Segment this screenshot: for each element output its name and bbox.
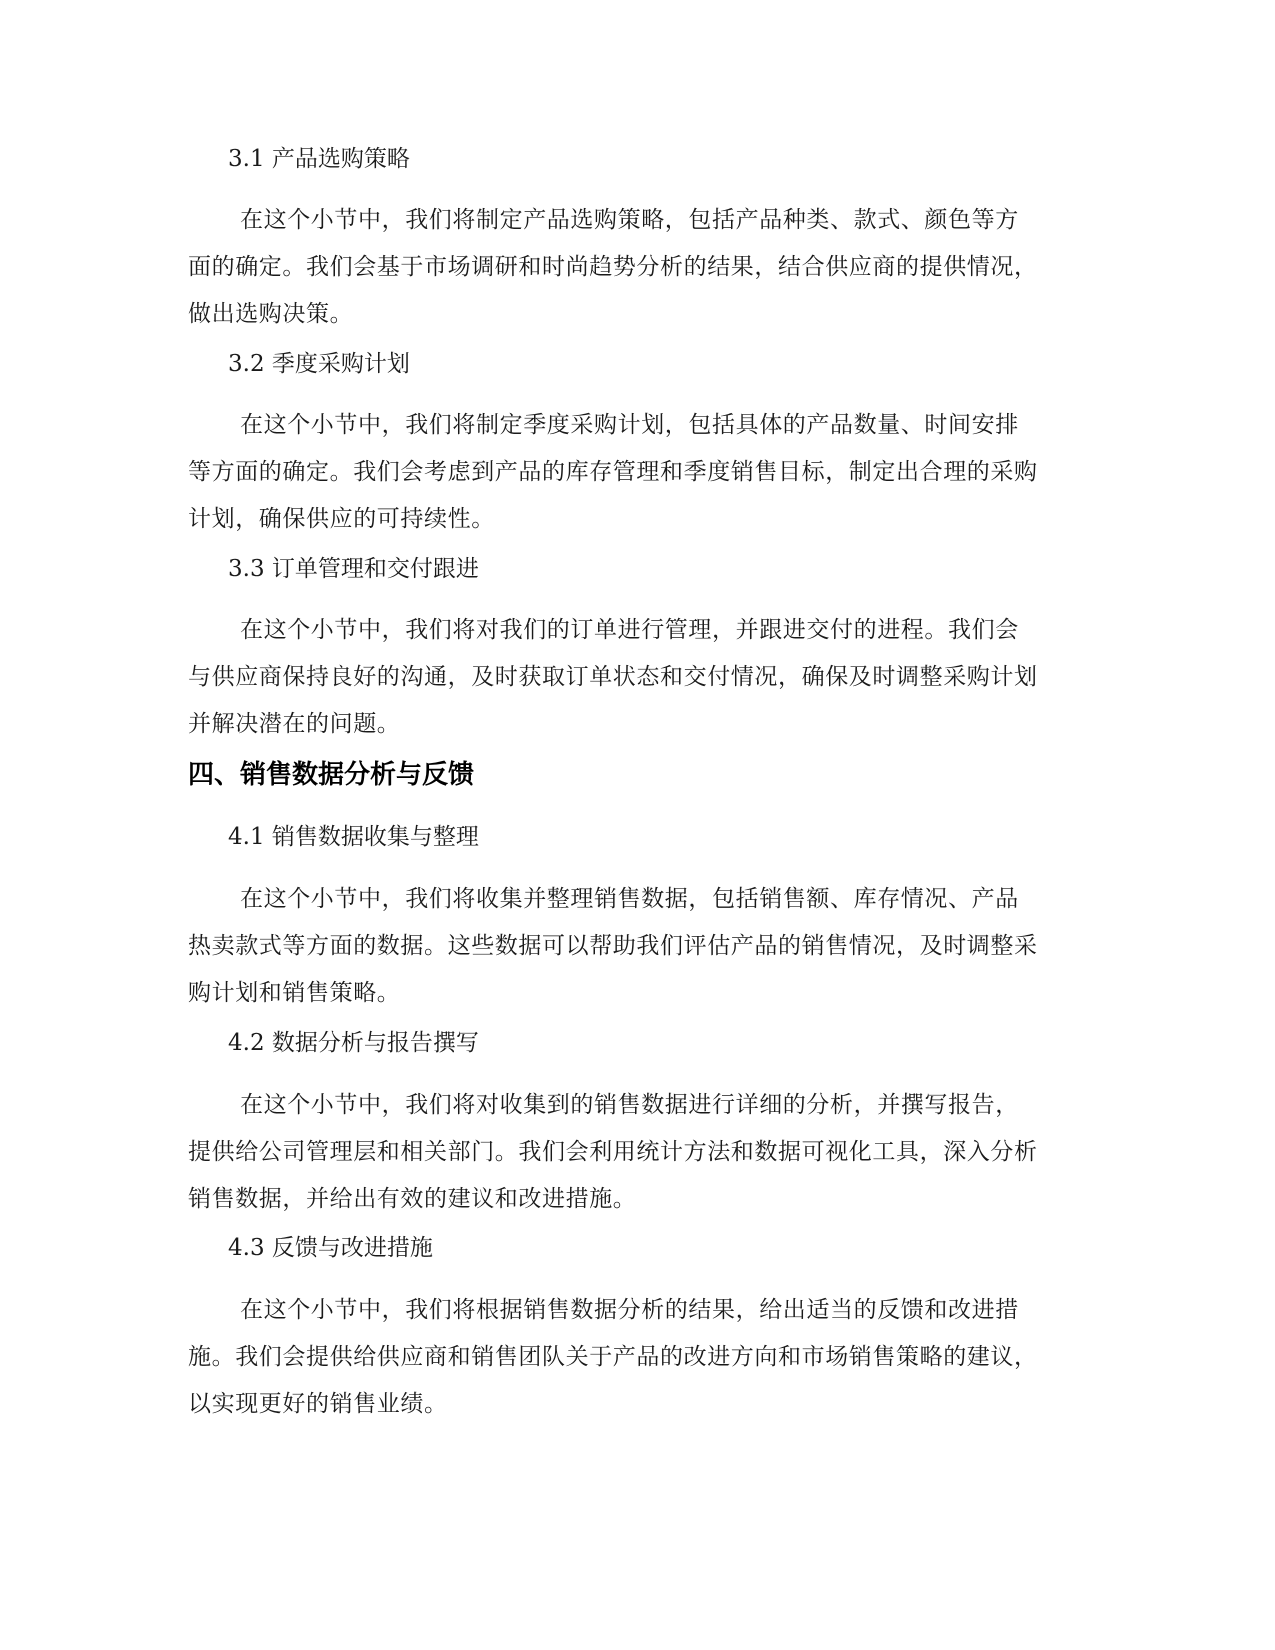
subsection-heading-3-1: 3.1 产品选购策略 — [228, 146, 410, 172]
subsection-heading-3-2: 3.2 季度采购计划 — [228, 351, 410, 377]
paragraph-line: 在这个小节中，我们将制定季度采购计划，包括具体的产品数量、时间安排 — [240, 412, 1019, 438]
paragraph-line: 等方面的确定。我们会考虑到产品的库存管理和季度销售目标，制定出合理的采购 — [188, 459, 1038, 485]
paragraph-line: 并解决潜在的问题。 — [188, 711, 401, 737]
paragraph-3-2 — [188, 402, 1088, 543]
paragraph-3-1 — [188, 197, 1088, 338]
paragraph-line: 在这个小节中，我们将对收集到的销售数据进行详细的分析，并撰写报告， — [240, 1092, 1019, 1118]
paragraph-line: 购计划和销售策略。 — [188, 980, 401, 1006]
paragraph-3-3 — [188, 607, 1088, 748]
paragraph-line: 计划，确保供应的可持续性。 — [188, 506, 495, 532]
paragraph-line: 在这个小节中，我们将制定产品选购策略，包括产品种类、款式、颜色等方 — [240, 207, 1019, 233]
paragraph-line: 销售数据，并给出有效的建议和改进措施。 — [188, 1186, 637, 1212]
paragraph-line: 在这个小节中，我们将根据销售数据分析的结果，给出适当的反馈和改进措 — [240, 1297, 1019, 1323]
subsection-heading-4-3: 4.3 反馈与改进措施 — [228, 1235, 433, 1261]
paragraph-line: 面的确定。我们会基于市场调研和时尚趋势分析的结果，结合供应商的提供情况， — [188, 254, 1038, 280]
subsection-heading-3-3: 3.3 订单管理和交付跟进 — [228, 556, 479, 582]
subsection-heading-4-1: 4.1 销售数据收集与整理 — [228, 824, 479, 850]
paragraph-line: 提供给公司管理层和相关部门。我们会利用统计方法和数据可视化工具，深入分析 — [188, 1139, 1038, 1165]
paragraph-line: 在这个小节中，我们将收集并整理销售数据，包括销售额、库存情况、产品 — [240, 886, 1019, 912]
paragraph-line: 施。我们会提供给供应商和销售团队关于产品的改进方向和市场销售策略的建议， — [188, 1344, 1038, 1370]
paragraph-line: 热卖款式等方面的数据。这些数据可以帮助我们评估产品的销售情况，及时调整采 — [188, 933, 1038, 959]
paragraph-line: 与供应商保持良好的沟通，及时获取订单状态和交付情况，确保及时调整采购计划 — [188, 664, 1038, 690]
paragraph-line: 在这个小节中，我们将对我们的订单进行管理，并跟进交付的进程。我们会 — [240, 617, 1019, 643]
paragraph-4-2 — [188, 1082, 1088, 1223]
paragraph-line: 做出选购决策。 — [188, 301, 354, 327]
paragraph-4-1 — [188, 876, 1088, 1017]
section-title-4: 四、销售数据分析与反馈 — [188, 760, 475, 790]
subsection-heading-4-2: 4.2 数据分析与报告撰写 — [228, 1030, 479, 1056]
paragraph-line: 以实现更好的销售业绩。 — [188, 1391, 448, 1417]
paragraph-4-3 — [188, 1287, 1088, 1428]
